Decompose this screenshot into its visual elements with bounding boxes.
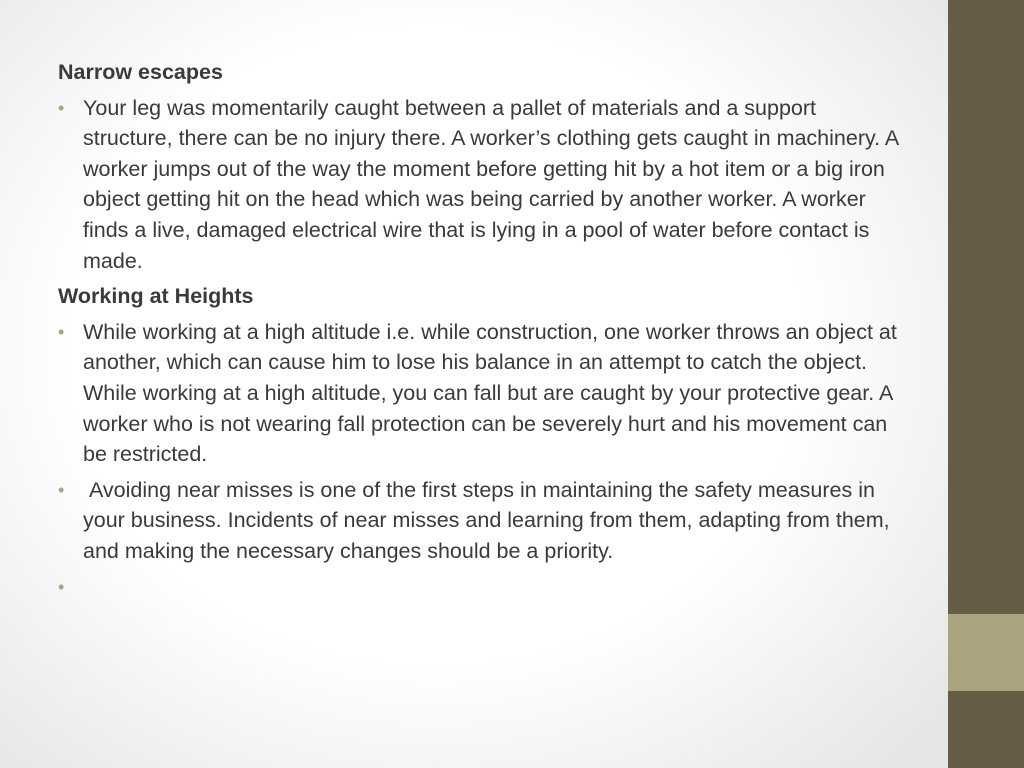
bullet-item	[58, 475, 908, 567]
bullet-text: Your leg was momentarily caught between a pallet of materials and a support structure, there can be no injury there. A worker’s clothing gets caught in machinery. A worker jumps out of the way the moment before getting hit by a hot item or a big iron object getting hit on the head which was being carried by another worker. A worker finds a live, damaged electrical wire that is lying in a pool of water before contact is made.	[83, 95, 899, 273]
bullet-item-empty	[58, 572, 908, 602]
bullet-icon: •	[58, 97, 65, 118]
bullet-item	[58, 317, 908, 470]
section-heading-narrow-escapes: Narrow escapes	[58, 60, 223, 84]
bullet-item	[58, 93, 908, 277]
bullet-text: Avoiding near misses is one of the first steps in maintaining the safety measures in your business. Incidents of near misses and learning from them, adapting from them, and making the necessary changes should be a priority.	[83, 477, 896, 563]
section-heading-working-at-heights: Working at Heights	[58, 284, 254, 309]
bullet-icon: •	[58, 479, 65, 500]
side-decoration-accent	[948, 614, 1024, 691]
bullet-text: While working at a high altitude i.e. while construction, one worker throws an object at another, which can cause him to lose his balance in an attempt to catch the object. While working at a high altitude, you can fall but are caught by your protective gear. A worker who is not wearing fall protection can be severely hurt and his movement can be restricted.	[83, 319, 897, 467]
slide-content	[58, 57, 908, 607]
bullet-icon: •	[58, 321, 65, 342]
bullet-icon: •	[58, 576, 65, 597]
